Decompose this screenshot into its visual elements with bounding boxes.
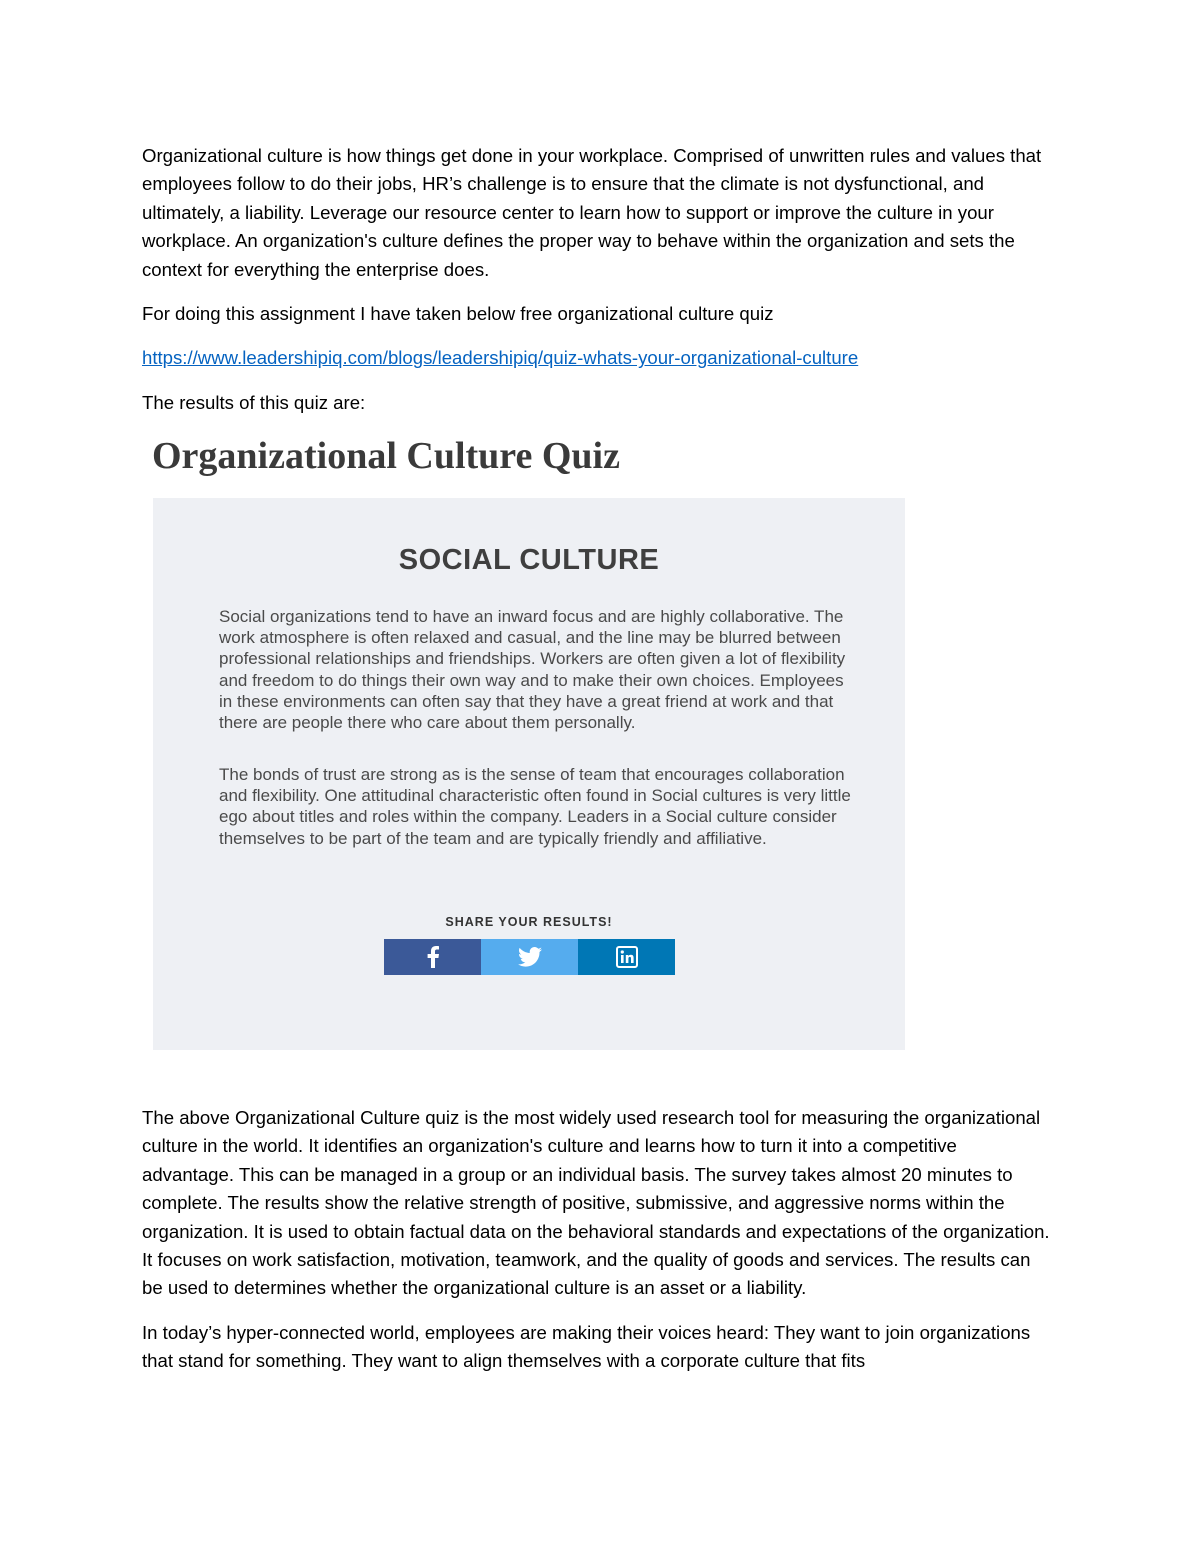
linkedin-share-button[interactable] [578, 939, 675, 975]
result-title: SOCIAL CULTURE [398, 544, 660, 576]
share-buttons [384, 939, 675, 975]
quiz-link[interactable]: https://www.leadershipiq.com/blogs/leadershipiq/quiz-whats-your-organizational-culture [142, 347, 859, 369]
share-label: SHARE YOUR RESULTS! [445, 915, 613, 929]
twitter-share-button[interactable] [481, 939, 578, 975]
results-intro-paragraph: The results of this quiz are: [142, 391, 366, 413]
facebook-share-button[interactable] [384, 939, 481, 975]
twitter-icon [518, 947, 542, 967]
quiz-result-panel [153, 498, 905, 1050]
quiz-heading: Organizational Culture Quiz [152, 435, 620, 477]
facebook-icon [426, 946, 440, 968]
quiz-link-paragraph [142, 344, 1052, 372]
hyper-connected-paragraph: In today’s hyper-connected world, employees are making their voices heard: They want to join organizations that stand for something. They want to align themselves with a corporate culture that fits [142, 1321, 1031, 1372]
linkedin-icon [616, 946, 638, 968]
intro-section [142, 142, 1052, 417]
assignment-paragraph: For doing this assignment I have taken below free organizational culture quiz [142, 303, 774, 325]
body-section [142, 1104, 1052, 1376]
quiz-description-paragraph: The above Organizational Culture quiz is the most widely used research tool for measuring the organizational culture in the world. It identifies an organization's culture and learns how to turn it into a competitive advantage. This can be managed in a group or an individual basis. The survey takes almost 20 minutes to complete. The results show the relative strength of positive, submissive, and aggressive norms within the organization. It is used to obtain factual data on the behavioral standards and expectations of the organization. It focuses on work satisfaction, motivation, teamwork, and the quality of goods and services. The results can be used to determines whether the organizational culture is an asset or a liability. [142, 1107, 1050, 1299]
intro-paragraph: Organizational culture is how things get done in your workplace. Comprised of unwritten rules and values that employees follow to do their jobs, HR’s challenge is to ensure that the climate is not dysfunctional, and ultimately, a liability. Leverage our resource center to learn how to support or improve the culture in your workplace. An organization's culture defines the proper way to behave within the organization and sets the context for everything the enterprise does. [142, 145, 1042, 280]
result-description-1: Social organizations tend to have an inward focus and are highly collaborative. The work atmosphere is often relaxed and casual, and the line may be blurred between professional relationships and friendships. Workers are often given a lot of flexibility and freedom to do things their own way and to make their own choices. Employees in these environments can often say that they have a great friend at work and that there are people there who care about them personally. [219, 607, 846, 733]
result-description-2: The bonds of trust are strong as is the sense of team that encourages collaboration and flexibility. One attitudinal characteristic often found in Social cultures is very little ego about titles and roles within the company. Leaders in a Social culture consider themselves to be part of the team and are typically friendly and affiliative. [219, 765, 851, 848]
